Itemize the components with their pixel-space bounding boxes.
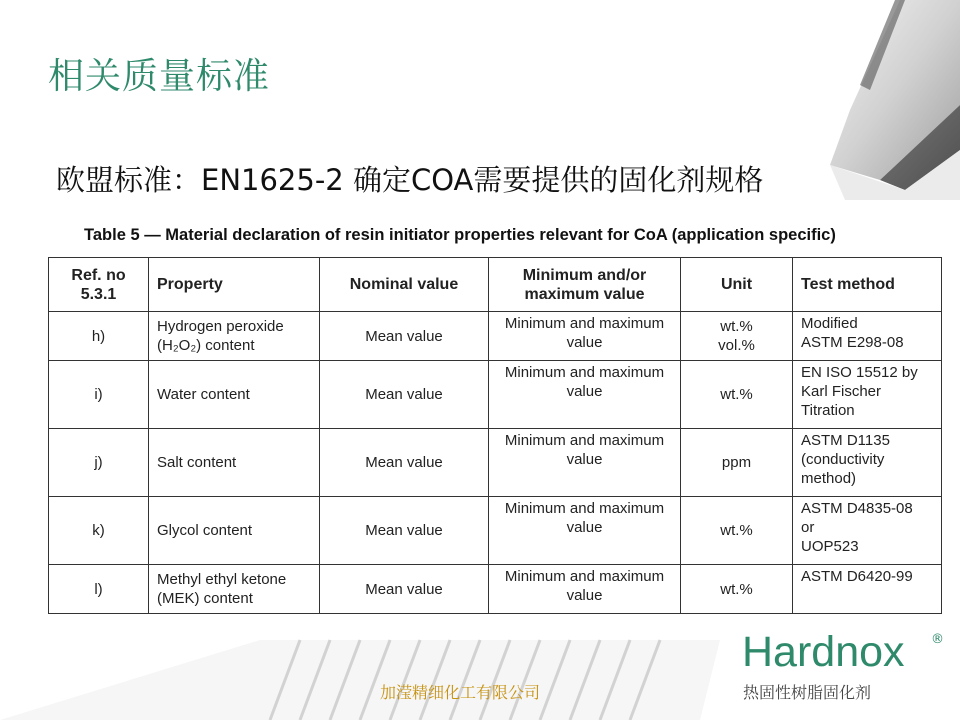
cell-ref: h) [49, 312, 149, 361]
registered-mark: ® [931, 632, 944, 647]
material-declaration-table [48, 257, 942, 614]
header-nominal-value: Nominal value [320, 258, 489, 312]
cell-min-max: Minimum and maximum value [489, 361, 681, 429]
cell-property: Water content [149, 361, 320, 429]
header-unit: Unit [681, 258, 793, 312]
cell-min-max: Minimum and maximum value [489, 497, 681, 565]
cell-unit: wt.% [681, 565, 793, 614]
cell-nominal: Mean value [320, 565, 489, 614]
header-min-max-value: Minimum and/or maximum value [489, 258, 681, 312]
cell-nominal: Mean value [320, 429, 489, 497]
cell-property: Glycol content [149, 497, 320, 565]
table-row [49, 361, 942, 429]
cell-test-method: ASTM D1135 (conductivity method) [793, 429, 942, 497]
cell-test-method: Modified ASTM E298-08 [793, 312, 942, 361]
cell-ref: l) [49, 565, 149, 614]
slide-subtitle: 欧盟标准：EN1625-2 确定COA需要提供的固化剂规格 [56, 163, 764, 197]
cell-property: Salt content [149, 429, 320, 497]
cell-unit: wt.% vol.% [681, 312, 793, 361]
cell-unit: wt.% [681, 361, 793, 429]
header-property: Property [149, 258, 320, 312]
brand-tagline: 热固性树脂固化剂 [743, 683, 872, 702]
cell-property: Hydrogen peroxide (H₂O₂) content [149, 312, 320, 361]
cell-test-method: ASTM D6420-99 [793, 565, 942, 614]
table-header-row [49, 258, 942, 312]
table-row [49, 565, 942, 614]
cell-test-method: ASTM D4835-08 or UOP523 [793, 497, 942, 565]
cell-min-max: Minimum and maximum value [489, 312, 681, 361]
cell-ref: i) [49, 361, 149, 429]
table-row [49, 497, 942, 565]
cell-nominal: Mean value [320, 361, 489, 429]
cell-unit: wt.% [681, 497, 793, 565]
cell-test-method: EN ISO 15512 by Karl Fischer Titration [793, 361, 942, 429]
table-row [49, 312, 942, 361]
header-test-method: Test method [793, 258, 942, 312]
footer-company-name: 加滢精细化工有限公司 [380, 683, 541, 702]
table-caption: Table 5 — Material declaration of resin initiator properties relevant for CoA (application specific) [84, 226, 836, 244]
cell-ref: k) [49, 497, 149, 565]
header-ref-no: Ref. no 5.3.1 [49, 258, 149, 312]
cell-min-max: Minimum and maximum value [489, 565, 681, 614]
slide-title: 相关质量标准 [48, 56, 271, 97]
cell-unit: ppm [681, 429, 793, 497]
cell-nominal: Mean value [320, 497, 489, 565]
table-row [49, 429, 942, 497]
cell-property: Methyl ethyl ketone (MEK) content [149, 565, 320, 614]
cell-min-max: Minimum and maximum value [489, 429, 681, 497]
cell-ref: j) [49, 429, 149, 497]
brand-logo-text: Hardnox [742, 628, 905, 676]
cell-nominal: Mean value [320, 312, 489, 361]
